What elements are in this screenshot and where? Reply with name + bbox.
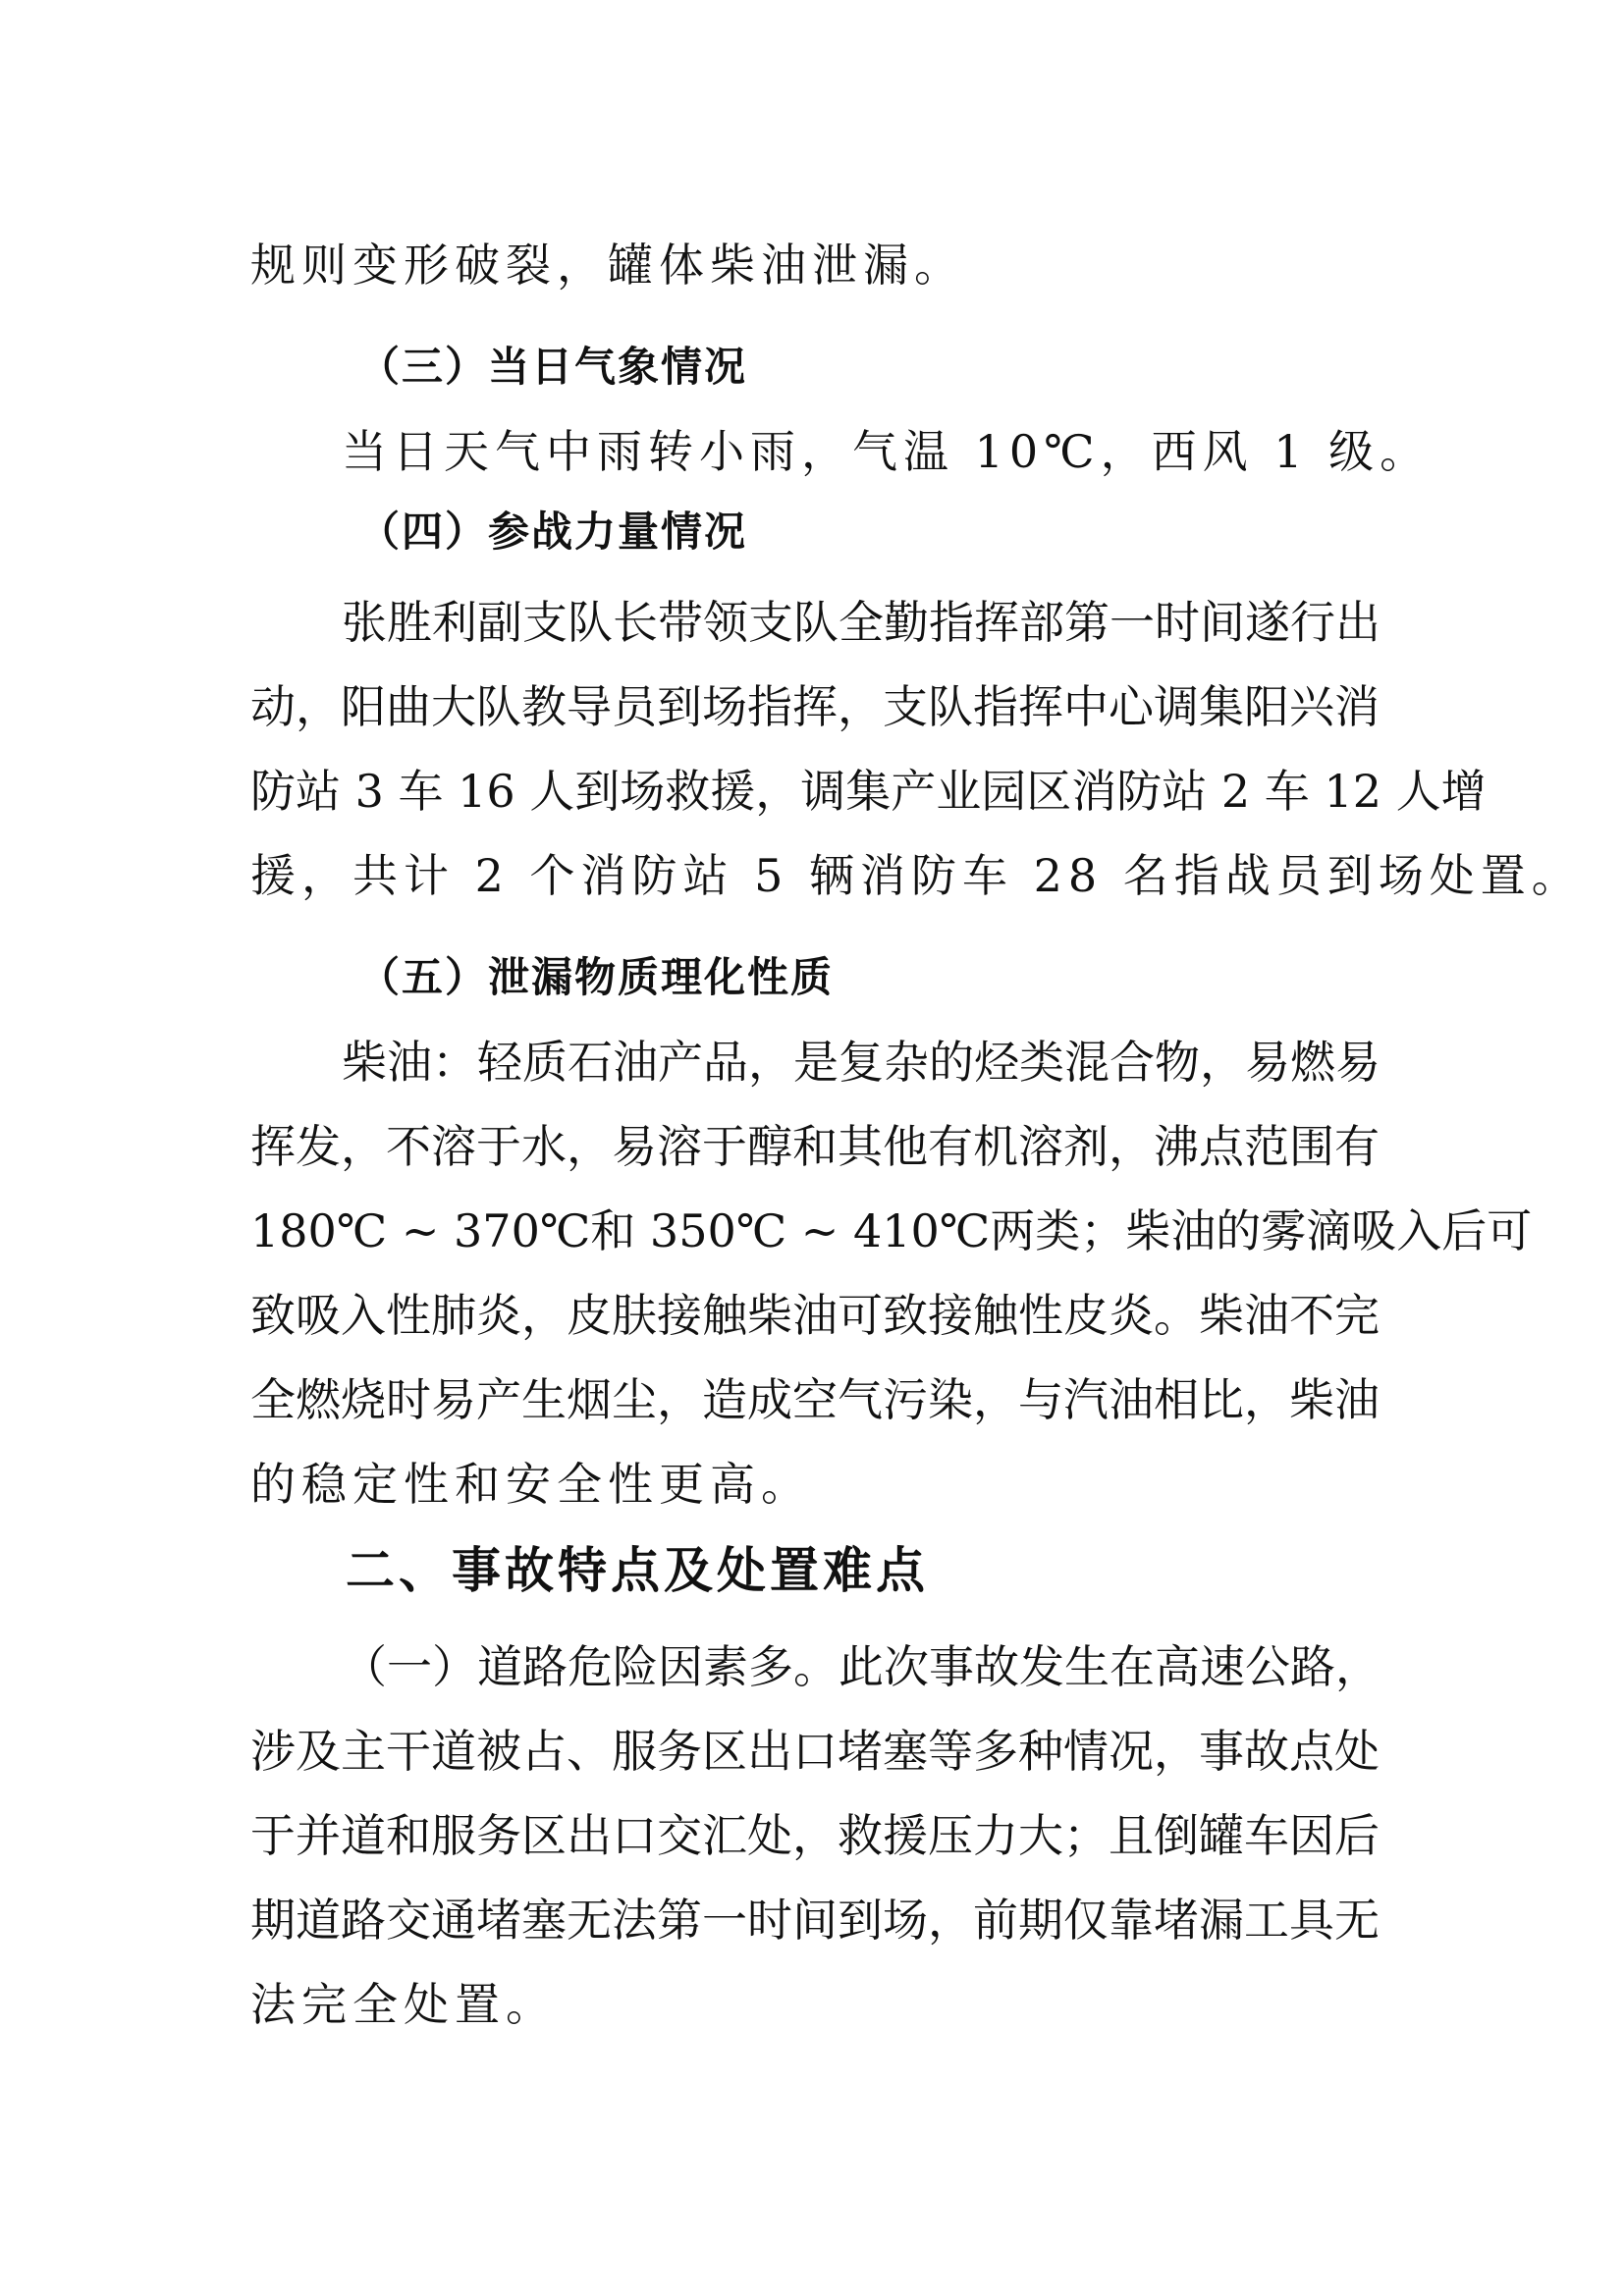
paragraph-line: 援，共计 2 个消防站 5 辆消防车 28 名指战员到场处置。 — [250, 849, 1583, 902]
paragraph-line: 挥发，不溶于水，易溶于醇和其他有机溶剂，沸点范围有 — [250, 1120, 1380, 1173]
paragraph-line: 的稳定性和安全性更高。 — [250, 1458, 812, 1511]
section-heading-weather: （三）当日气象情况 — [358, 343, 748, 391]
chapter-heading: 二、事故特点及处置难点 — [346, 1542, 929, 1599]
paragraph-line: 于并道和服务区出口交汇处，救援压力大；且倒罐车因后 — [250, 1809, 1380, 1862]
paragraph-line: 法完全处置。 — [250, 1978, 557, 2031]
paragraph-line: 致吸入性肺炎，皮肤接触柴油可致接触性皮炎。柴油不完 — [250, 1289, 1380, 1342]
paragraph-line: 涉及主干道被占、服务区出口堵塞等多种情况，事故点处 — [250, 1725, 1380, 1778]
paragraph-line: 动，阳曲大队教导员到场指挥，支队指挥中心调集阳兴消 — [250, 680, 1380, 733]
paragraph-line: 180℃ ~ 370℃和 350℃ ~ 410℃两类；柴油的雾滴吸入后可 — [250, 1204, 1533, 1257]
paragraph-line: 全燃烧时易产生烟尘，造成空气污染，与汽油相比，柴油 — [250, 1373, 1380, 1426]
paragraph-line: 规则变形破裂，罐体柴油泄漏。 — [250, 239, 965, 292]
paragraph-line: 当日天气中雨转小雨，气温 10℃，西风 1 级。 — [342, 425, 1432, 478]
section-heading-properties: （五）泄漏物质理化性质 — [358, 953, 835, 1001]
paragraph-line: 柴油：轻质石油产品，是复杂的烃类混合物，易燃易 — [342, 1036, 1380, 1089]
paragraph-line: 期道路交通堵塞无法第一时间到场，前期仅靠堵漏工具无 — [250, 1894, 1380, 1947]
paragraph-line: 张胜利副支队长带领支队全勤指挥部第一时间遂行出 — [342, 596, 1380, 649]
paragraph-line: （一）道路危险因素多。此次事故发生在高速公路， — [342, 1640, 1380, 1693]
section-heading-forces: （四）参战力量情况 — [358, 507, 748, 556]
paragraph-line: 防站 3 车 16 人到场救援，调集产业园区消防站 2 车 12 人增 — [250, 765, 1487, 818]
